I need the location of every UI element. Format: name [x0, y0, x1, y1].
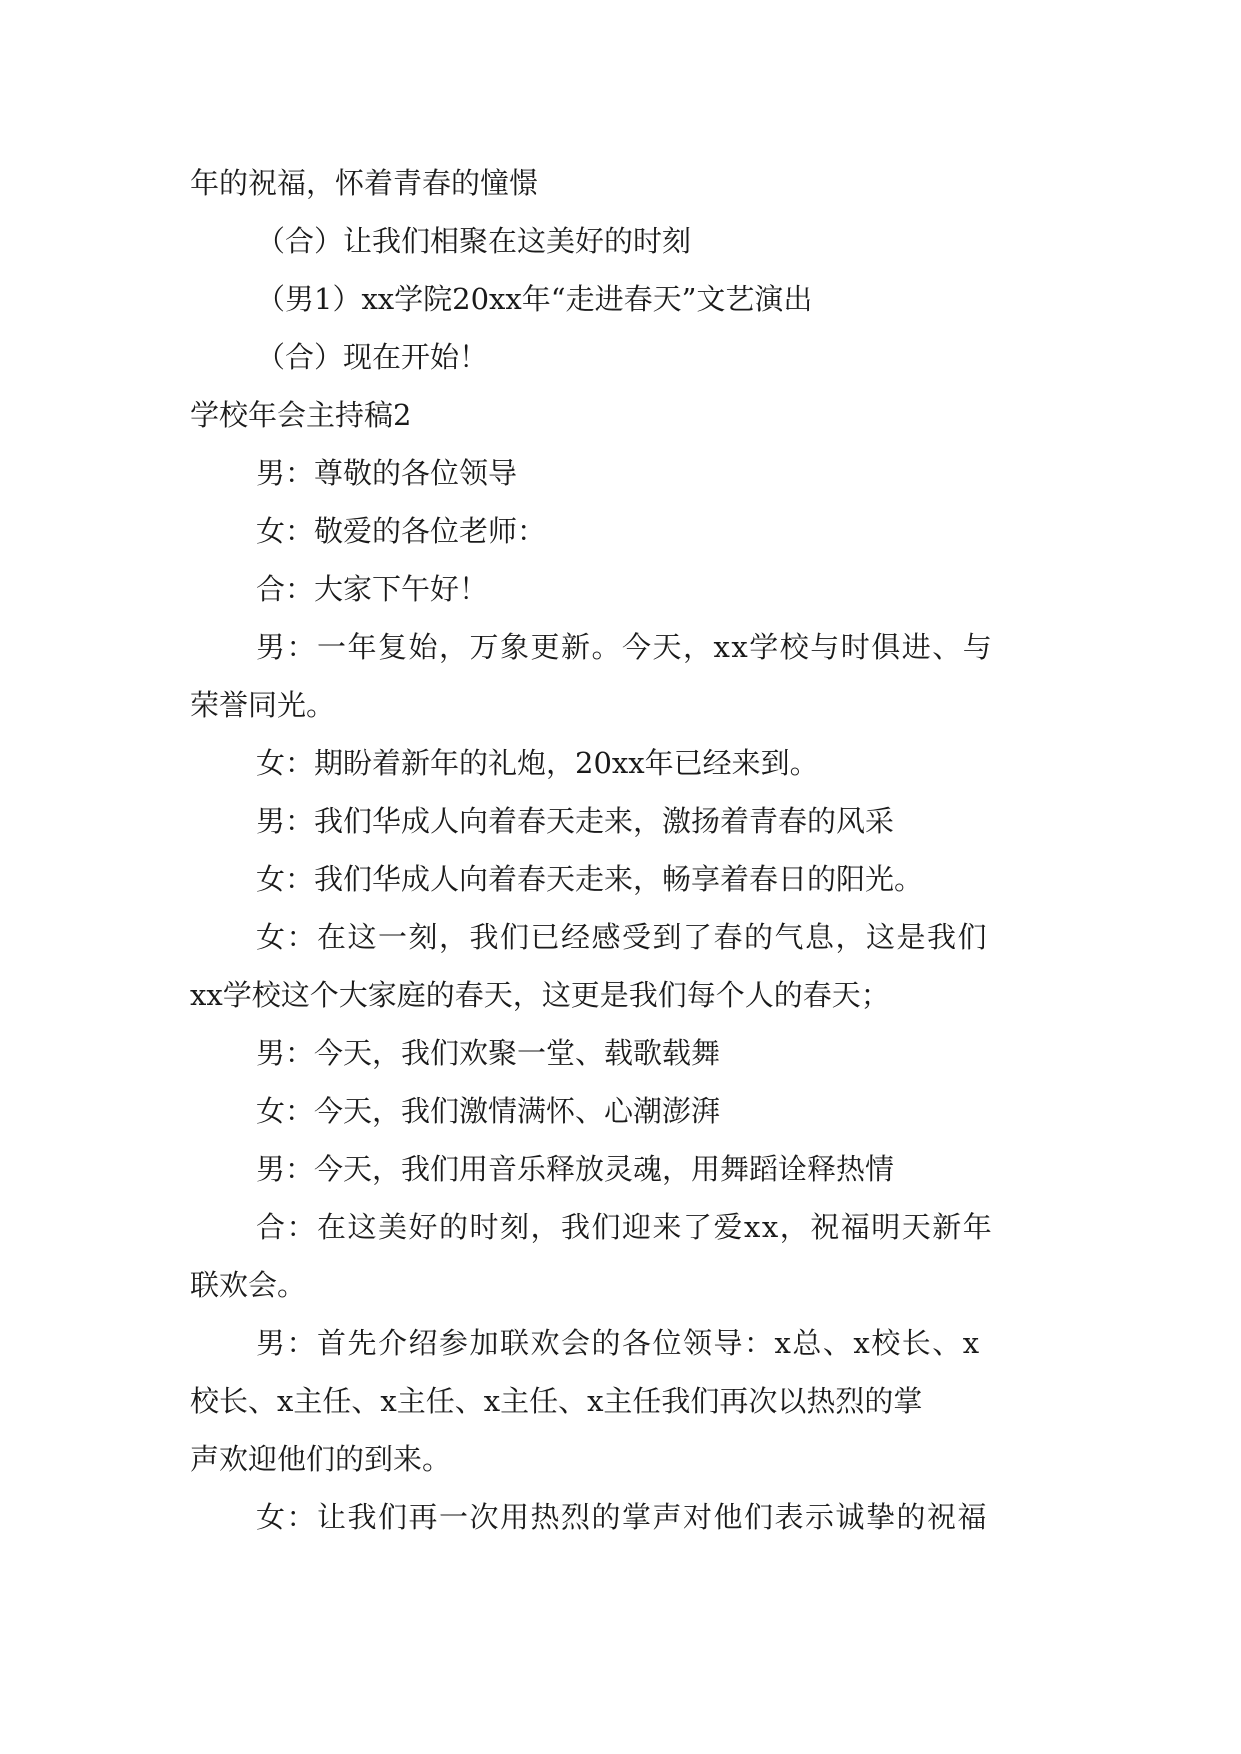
- text-line: 荣誉同光。: [190, 688, 336, 722]
- text-line: 女：在这一刻，我们已经感受到了春的气息，这是我们: [256, 920, 989, 954]
- text-line: 男：尊敬的各位领导: [256, 456, 518, 490]
- text-line: 男：首先介绍参加联欢会的各位领导：x总、x校长、x: [256, 1326, 981, 1360]
- section-heading: 学校年会主持稿2: [190, 398, 412, 432]
- text-line: 女：期盼着新年的礼炮，20xx年已经来到。: [256, 746, 819, 780]
- text-line: 男：今天，我们欢聚一堂、载歌载舞: [256, 1036, 721, 1070]
- text-line: 声欢迎他们的到来。: [190, 1442, 452, 1476]
- text-line: 联欢会。: [190, 1268, 307, 1302]
- text-line: 合：大家下午好！: [256, 572, 489, 606]
- text-line: （男1）xx学院20xx年“走进春天”文艺演出: [256, 282, 813, 316]
- text-line: 女：我们华成人向着春天走来，畅享着春日的阳光。: [256, 862, 924, 896]
- text-line: xx学校这个大家庭的春天，这更是我们每个人的春天；: [190, 978, 890, 1012]
- text-line: 校长、x主任、x主任、x主任、x主任我们再次以热烈的掌: [190, 1384, 923, 1418]
- text-line: 女：让我们再一次用热烈的掌声对他们表示诚挚的祝福: [256, 1500, 989, 1534]
- document-body: [190, 154, 1060, 1546]
- text-line: （合）让我们相聚在这美好的时刻: [256, 224, 692, 258]
- text-line: 男：今天，我们用音乐释放灵魂，用舞蹈诠释热情: [256, 1152, 895, 1186]
- text-line: 合：在这美好的时刻，我们迎来了爱xx，祝福明天新年: [256, 1210, 994, 1244]
- text-line: 女：敬爱的各位老师：: [256, 514, 547, 548]
- text-line: 女：今天，我们激情满怀、心潮澎湃: [256, 1094, 721, 1128]
- text-line: （合）现在开始！: [256, 340, 489, 374]
- text-line: 男：我们华成人向着春天走来，激扬着青春的风采: [256, 804, 895, 838]
- text-line: 男：一年复始，万象更新。今天，xx学校与时俱进、与: [256, 630, 994, 664]
- text-line: 年的祝福，怀着青春的憧憬: [190, 166, 539, 200]
